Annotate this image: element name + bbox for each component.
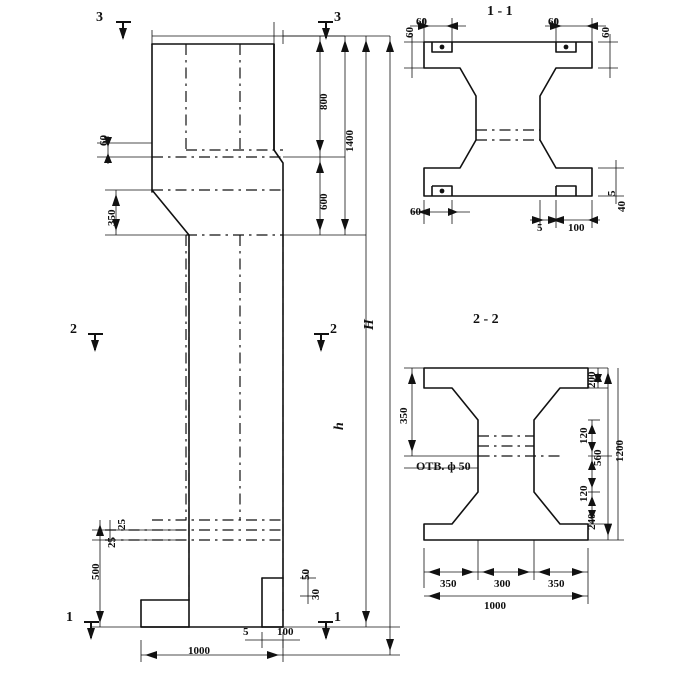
mark-2-left: 2 (70, 322, 77, 337)
dim-50-bottom: 50 (300, 569, 312, 580)
mark-1-left: 1 (66, 610, 73, 625)
s22-300-b: 300 (494, 578, 511, 590)
s11-60-ltv: 60 (404, 27, 416, 38)
dim-H: H (362, 319, 377, 330)
mark-3-left: 3 (96, 10, 103, 25)
s11-60-tl: 60 (416, 16, 427, 28)
dim-1400: 1400 (344, 130, 356, 152)
dim-25-b: 25 (116, 519, 128, 530)
hole-note: ОТВ. ф 50 (416, 459, 471, 473)
dim-800: 800 (318, 93, 330, 110)
dim-500: 500 (90, 563, 102, 580)
mark-3-right: 3 (334, 10, 341, 25)
dim-25-a: 25 (106, 537, 118, 548)
s22-350-b2: 350 (548, 578, 565, 590)
section-2-2-title: 2 - 2 (473, 312, 499, 327)
s22-350-b1: 350 (440, 578, 457, 590)
s22-120-top: 120 (578, 427, 590, 444)
section-1-1-title: 1 - 1 (487, 4, 513, 19)
dim-600: 600 (318, 193, 330, 210)
dim-100-bottom: 100 (277, 626, 294, 638)
s11-100-b: 100 (568, 222, 585, 234)
s22-350-left: 350 (398, 407, 410, 424)
s11-60-rtv: 60 (600, 27, 612, 38)
dim-5-bottom: 5 (243, 626, 249, 638)
dim-h: h (332, 422, 347, 430)
s22-240: 240 (586, 513, 598, 530)
s22-1200: 1200 (614, 440, 626, 462)
mark-1-right: 1 (334, 610, 341, 625)
s22-1000-b: 1000 (484, 600, 506, 612)
s11-60-tr: 60 (548, 16, 559, 28)
s22-120-bot: 120 (578, 485, 590, 502)
dim-350: 350 (106, 209, 118, 226)
s11-5-b: 5 (537, 222, 543, 234)
s22-200: 200 (586, 371, 598, 388)
s11-40-r: 40 (616, 201, 628, 212)
s22-560: 560 (592, 449, 604, 466)
s11-60-bl: 60 (410, 206, 421, 218)
dim-60-top: 60 (98, 135, 110, 146)
mark-2-right: 2 (330, 322, 337, 337)
dim-30-bottom: 30 (310, 589, 322, 600)
dim-1000-bottom: 1000 (188, 645, 210, 657)
s11-5-r: 5 (606, 190, 618, 196)
